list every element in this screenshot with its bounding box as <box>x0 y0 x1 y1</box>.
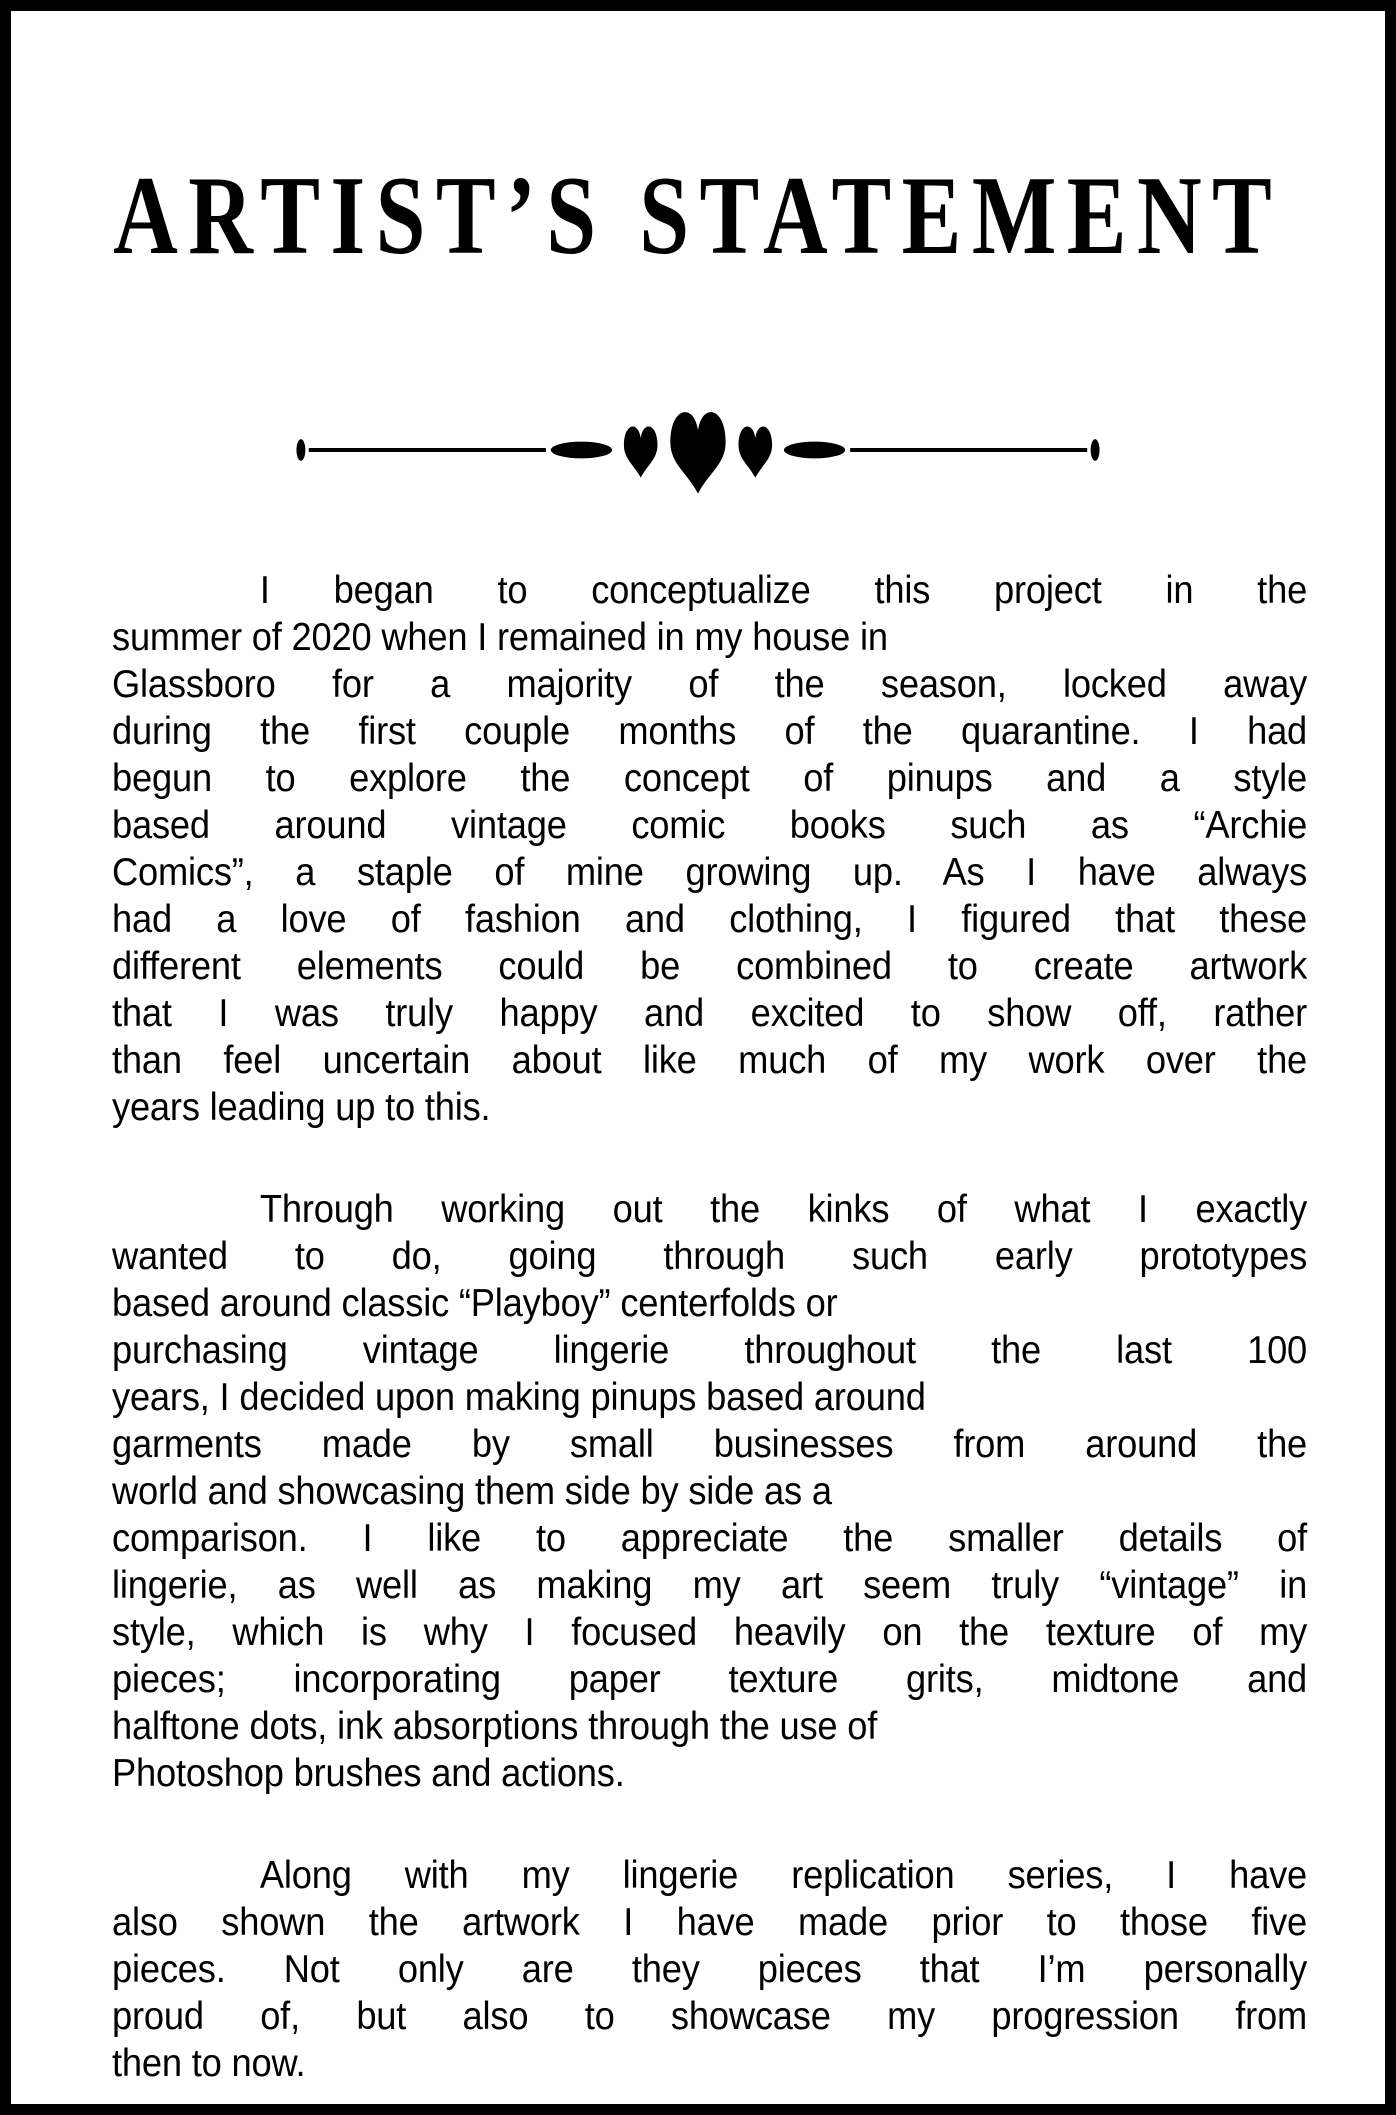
text-line: world and showcasing them side by side as a <box>112 1470 832 1514</box>
text-line: lingerie, as well as making my art seem truly “vintage” in <box>112 1564 1308 1608</box>
text-line: wanted to do, going through such early prototypes <box>112 1235 1308 1279</box>
text-line: also shown the artwork I have made prior to those five <box>112 1901 1308 1945</box>
title-row <box>11 85 1385 347</box>
text-line: begun to explore the concept of pinups and a style <box>112 757 1308 801</box>
heart-small-icon <box>739 427 773 478</box>
text-line: Photoshop brushes and actions. <box>112 1752 625 1796</box>
text-line: had a love of fashion and clothing, I figured that these <box>112 898 1308 942</box>
text-line: years, I decided upon making pinups based around <box>112 1376 926 1420</box>
text-line: I began to conceptualize this project in the <box>259 569 1308 613</box>
paragraph <box>112 1852 1307 2087</box>
text-line: than feel uncertain about like much of my work over the <box>112 1039 1308 1083</box>
text-line: then to now. <box>112 2042 306 2086</box>
text-line: comparison. I like to appreciate the smaller details of <box>112 1517 1308 1561</box>
text-line: purchasing vintage lingerie throughout the last 100 <box>112 1329 1308 1373</box>
divider-dot-icon <box>296 439 305 461</box>
statement-body <box>112 567 1307 2087</box>
text-line: years leading up to this. <box>112 1086 491 1130</box>
paragraph <box>112 567 1307 1131</box>
page-title: ARTIST’S STATEMENT <box>113 154 1283 279</box>
divider-dot-icon <box>1091 439 1100 461</box>
text-line: Comics”, a staple of mine growing up. As I have always <box>112 851 1308 895</box>
text-line: based around classic “Playboy” centerfolds or <box>112 1282 838 1326</box>
text-line: different elements could be combined to create artwork <box>112 945 1308 989</box>
text-line: summer of 2020 when I remained in my house in <box>112 616 888 660</box>
heart-large-icon <box>670 412 725 493</box>
text-line: pieces; incorporating paper texture grits, midtone and <box>112 1658 1308 1702</box>
hearts-divider-icon <box>293 400 1103 500</box>
divider-oval-icon <box>551 442 612 459</box>
text-line: based around vintage comic books such as “Archie <box>112 804 1308 848</box>
text-line: halftone dots, ink absorptions through the use of <box>112 1705 878 1749</box>
text-line: style, which is why I focused heavily on the texture of my <box>112 1611 1308 1655</box>
text-line: proud of, but also to showcase my progression from <box>112 1995 1308 2039</box>
paragraph <box>112 1186 1307 1797</box>
divider-row <box>11 400 1385 500</box>
text-line: Through working out the kinks of what I exactly <box>259 1188 1308 1232</box>
text-line: Along with my lingerie replication series, I have <box>259 1854 1308 1898</box>
text-line: that I was truly happy and excited to show off, rather <box>112 992 1308 1036</box>
text-line: during the first couple months of the quarantine. I had <box>112 710 1308 754</box>
text-line: garments made by small businesses from around the <box>112 1423 1308 1467</box>
divider-oval-icon <box>784 442 845 459</box>
text-line: Glassboro for a majority of the season, locked away <box>112 663 1308 707</box>
text-line: pieces. Not only are they pieces that I’m personally <box>112 1948 1308 1992</box>
heart-small-icon <box>624 427 658 478</box>
